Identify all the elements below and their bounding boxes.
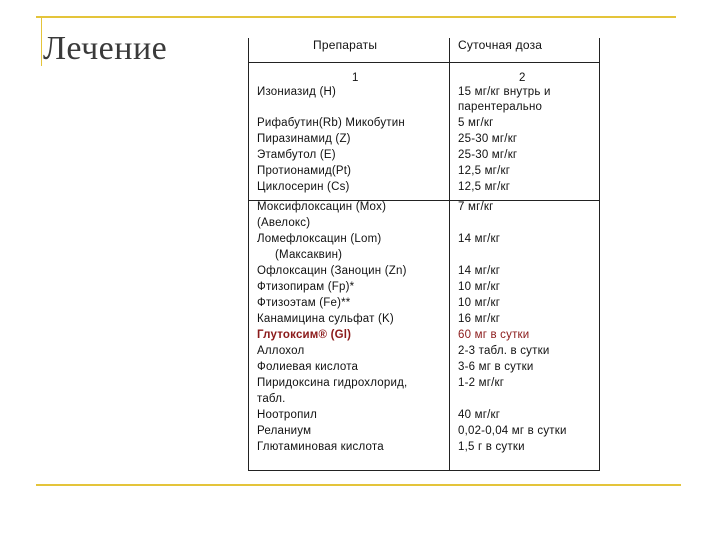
drug-dose: 15 мг/кг внутрь и: [458, 86, 551, 98]
drug-name: Глютаминовая кислота: [257, 441, 384, 453]
slide-title: Лечение: [43, 30, 168, 67]
decor-line-top: [36, 16, 676, 18]
drug-dose: 25-30 мг/кг: [458, 133, 518, 145]
drug-name: (Авелокс): [257, 217, 311, 229]
drug-name: табл.: [257, 393, 286, 405]
drug-name: Пиридоксина гидрохлорид,: [257, 377, 408, 389]
column-divider: [449, 38, 450, 470]
drug-name: Реланиум: [257, 425, 312, 437]
drug-name-highlighted: Глутоксим® (Gl): [257, 329, 352, 341]
header-drugs: Препараты: [313, 38, 378, 52]
drug-dose: 3-6 мг в сутки: [458, 361, 534, 373]
drug-dose-highlighted: 60 мг в сутки: [458, 329, 530, 341]
drug-dose: 12,5 мг/кг: [458, 181, 511, 193]
drug-dose: парентерально: [458, 101, 543, 113]
header-dose: Суточная доза: [458, 38, 543, 52]
drug-name: Моксифлоксацин (Mox): [257, 201, 387, 213]
drug-dose: 14 мг/кг: [458, 265, 501, 277]
drug-name: Пиразинамид (Z): [257, 133, 351, 145]
drug-dose: 5 мг/кг: [458, 117, 494, 129]
column-number-2: 2: [519, 72, 526, 84]
drug-name: Ломефлоксацин (Lom): [257, 233, 382, 245]
drug-name: Фтизопирам (Fp)*: [257, 281, 355, 293]
drug-dose: 1,5 г в сутки: [458, 441, 525, 453]
row-divider: [249, 62, 599, 63]
drug-dose: 12,5 мг/кг: [458, 165, 511, 177]
drug-name: Протионамид(Pt): [257, 165, 352, 177]
drug-dose: 14 мг/кг: [458, 233, 501, 245]
dosage-table: [248, 38, 600, 471]
drug-name: Этамбутол (E): [257, 149, 336, 161]
drug-name: Изониазид (H): [257, 86, 337, 98]
drug-name: Фтизоэтам (Fe)**: [257, 297, 351, 309]
drug-dose: 0,02-0,04 мг в сутки: [458, 425, 567, 437]
drug-name: Канамицина сульфат (K): [257, 313, 394, 325]
drug-dose: 10 мг/кг: [458, 281, 501, 293]
column-number-1: 1: [352, 72, 359, 84]
drug-name: Фолиевая кислота: [257, 361, 359, 373]
drug-name: Циклосерин (Cs): [257, 181, 350, 193]
drug-name: Офлоксацин (Заноцин (Zn): [257, 265, 407, 277]
drug-name: Ноотропил: [257, 409, 318, 421]
drug-dose: 7 мг/кг: [458, 201, 494, 213]
drug-dose: 10 мг/кг: [458, 297, 501, 309]
decor-line-vertical: [41, 16, 42, 66]
drug-dose: 1-2 мг/кг: [458, 377, 505, 389]
drug-dose: 40 мг/кг: [458, 409, 501, 421]
drug-dose: 16 мг/кг: [458, 313, 501, 325]
drug-name: Аллохол: [257, 345, 305, 357]
decor-line-bottom: [36, 484, 681, 486]
drug-dose: 2-3 табл. в сутки: [458, 345, 550, 357]
drug-name: Рифабутин(Rb) Микобутин: [257, 117, 405, 129]
drug-dose: 25-30 мг/кг: [458, 149, 518, 161]
drug-name: (Максаквин): [275, 249, 343, 261]
